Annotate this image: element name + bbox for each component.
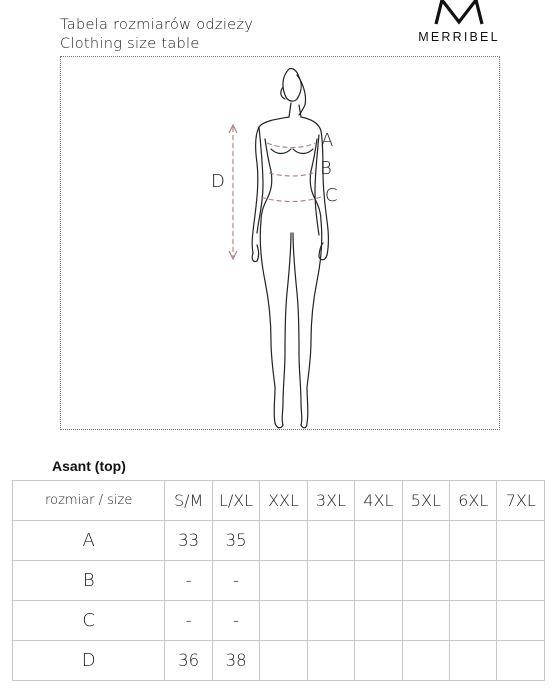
table-cell — [497, 561, 545, 601]
size-header: L/XL — [212, 481, 259, 521]
table-cell — [355, 561, 402, 601]
title-polish: Tabela rozmiarów odzieży — [60, 17, 254, 33]
table-row — [13, 521, 545, 561]
table-cell — [402, 641, 449, 681]
label-b: B — [320, 158, 332, 179]
table-cell: - — [212, 561, 259, 601]
table-cell — [260, 641, 307, 681]
measure-b-line — [269, 173, 313, 176]
table-row — [13, 561, 545, 601]
size-header: 7XL — [497, 481, 545, 521]
size-table — [12, 480, 545, 681]
table-cell — [307, 601, 354, 641]
title-english: Clothing size table — [60, 36, 200, 52]
table-header-label: rozmiar / size — [13, 481, 165, 521]
table-cell — [355, 521, 402, 561]
table-cell — [307, 561, 354, 601]
size-header: 6XL — [450, 481, 497, 521]
table-cell — [260, 521, 307, 561]
table-cell — [355, 601, 402, 641]
row-label: C — [13, 601, 165, 641]
table-cell: - — [212, 601, 259, 641]
table-cell — [450, 561, 497, 601]
table-cell — [307, 521, 354, 561]
table-cell — [402, 601, 449, 641]
table-cell — [497, 521, 545, 561]
table-cell — [402, 521, 449, 561]
table-cell: 33 — [165, 521, 212, 561]
measure-c-line — [261, 197, 321, 202]
table-cell — [497, 641, 545, 681]
product-name: Asant (top) — [52, 458, 126, 474]
table-cell — [450, 601, 497, 641]
label-a: A — [321, 130, 334, 151]
table-header-row — [13, 481, 545, 521]
row-label: D — [13, 641, 165, 681]
row-label: A — [13, 521, 165, 561]
table-row — [13, 641, 545, 681]
size-header: 3XL — [307, 481, 354, 521]
m-monogram-icon — [432, 0, 486, 26]
table-cell: 36 — [165, 641, 212, 681]
size-header: XXL — [260, 481, 307, 521]
table-cell — [260, 561, 307, 601]
table-row — [13, 601, 545, 641]
table-cell — [260, 601, 307, 641]
table-cell — [450, 641, 497, 681]
row-label: B — [13, 561, 165, 601]
size-header: 4XL — [355, 481, 402, 521]
table-cell: 35 — [212, 521, 259, 561]
brand-logo — [414, 0, 504, 44]
figure-panel — [60, 56, 500, 430]
table-cell: - — [165, 601, 212, 641]
table-cell — [450, 521, 497, 561]
measure-a-line — [267, 143, 315, 148]
label-d: D — [211, 171, 225, 192]
size-header: 5XL — [402, 481, 449, 521]
label-c: C — [325, 185, 338, 206]
table-cell: 38 — [212, 641, 259, 681]
size-header: S/M — [165, 481, 212, 521]
body-measurement-illustration — [61, 57, 501, 431]
table-cell — [307, 641, 354, 681]
table-cell: - — [165, 561, 212, 601]
brand-name: MERRIBEL — [418, 30, 500, 44]
table-cell — [497, 601, 545, 641]
table-cell — [355, 641, 402, 681]
table-cell — [402, 561, 449, 601]
